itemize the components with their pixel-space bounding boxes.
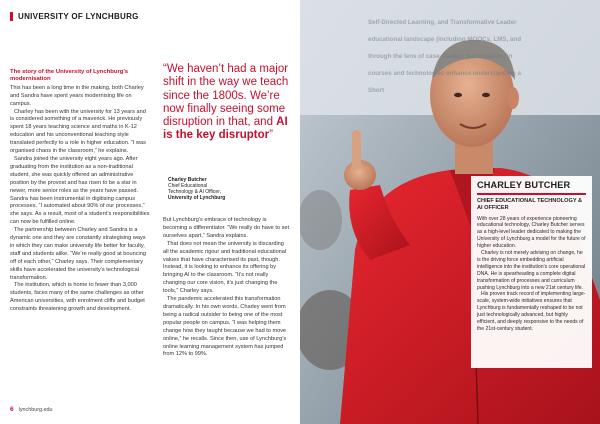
- footer-url: lynchburg.edu: [18, 406, 53, 413]
- background-slide-text: [368, 14, 600, 99]
- pull-quote-text: “We haven’t had a major shift in the way we teach since the 1800s. We’re now finally seeing some disruption in that, and: [163, 63, 289, 129]
- bio-sidebar: [471, 176, 592, 368]
- attribution-role-line-2: Technology & AI Officer,: [168, 189, 221, 195]
- article-paragraph: Sandra joined the university eight years ago. After graduating from the institution as a non-traditional student, she was quickly offered an administrative position by the provost and has risen to be a star in newer, more senior roles as the years have passed. Sandra has been instrumental in digitising campus processes. “I automated about 90% of our processes,” she says. As a result, most of a student’s responsibilities can now be fulfilled online.: [10, 155, 150, 226]
- bio-paragraph: Charley is not merely advising on change, he is the driving force embedding artificial intelligence into the institution’s core operational DNA. He is spearheading a complete digital transformation of processes and curriculum pushing Lynchburg into a new 21st century life.: [477, 250, 586, 291]
- bio-name: CHARLEY BUTCHER: [477, 180, 571, 190]
- bio-body: [477, 216, 586, 333]
- slide-line: Short: [368, 87, 385, 94]
- article-paragraph: The pandemic accelerated this transformation dramatically. In his own words, Charley went from being a radical outsider to being one of the most popular people on campus. “I was helping them change how they taught because we had to move online,” he recalls. Since then, use of Lynchburg’s online learning management system has jumped from 12% to 99%.: [163, 296, 287, 358]
- section-heading: The story of the University of Lynchburg’s modernisation: [10, 69, 129, 83]
- article-column-1: [10, 69, 150, 314]
- bio-paragraph: With over 28 years of experience pioneering educational technology, Charley Butcher serves as a high-level leader dedicated to making the University of Lynchburg a model for the future of higher education.: [477, 215, 586, 250]
- article-paragraph: But Lynchburg’s embrace of technology is becoming a differentiator. “We really do have to set ourselves apart,” Sandra explains.: [163, 217, 290, 239]
- article-paragraph: That does not mean the university is discarding all the academic rigour and traditional educational values that have characterised its past, though. Instead, it is looking to enhance its offering by bringing AI to the classroom. “It’s not really changing our core vision, it’s just changing the tools,” Charley says.: [163, 240, 287, 295]
- page-number: 6: [10, 406, 14, 413]
- article-paragraph: Charley has been with the university for 13 years and is considered something of a maverick. He previously spent 18 years teaching science and maths in K-12 education and his unconventional teaching style translated perfectly to a role in higher education. “I was organised chaos in the classroom,” he explains.: [10, 108, 146, 155]
- slide-line: educational landscape (including MOOCs, LMS, and: [368, 36, 521, 43]
- article-column-2: [163, 217, 291, 359]
- bio-paragraph: His proven track record of implementing large-scale, system-wide initiatives ensures that Lynchburg is fundamentally reshaped to be not just technologically advanced, but highly efficient, and deeply responsive to the needs of the 21st-century student.: [477, 291, 586, 332]
- article-paragraph: The institution, which is home to fewer than 3,000 students, faces many of the same challenges as other American universities, with enrolment cliffs and budget constraints threatening growth and development.: [10, 282, 145, 313]
- slide-line: Self-Directed Learning, and Transformative Leader: [368, 19, 517, 26]
- page-header: [10, 12, 139, 21]
- attribution-role-line-1: Chief Educational: [168, 183, 208, 189]
- bio-title: CHIEF EDUCATIONAL TECHNOLOGY & AI OFFICER: [477, 197, 583, 211]
- attribution-org: University of Lynchburg: [168, 195, 226, 201]
- attribution-name: Charley Butcher: [168, 177, 207, 183]
- slide-line: courses and technologies enhance understanding a: [368, 70, 522, 77]
- publication-title: UNIVERSITY OF LYNCHBURG: [18, 12, 139, 21]
- header-accent-bar: [10, 12, 13, 21]
- article-paragraph: The partnership between Charley and Sandra is a dynamic one and they are constantly strategising ways in which they can make university life better for faculty, staff and students alike. “We’re really good at bouncing off of each other,” Charley says. Their complementary skills have accelerated the university’s technological transformation.: [10, 227, 146, 281]
- slide-line: through the lens of case studies, participation, in: [368, 53, 513, 60]
- page-footer: [10, 406, 53, 413]
- pull-quote-emphasis: AI is the key disruptor: [163, 116, 288, 142]
- pull-quote: [163, 63, 297, 143]
- quote-attribution: [168, 177, 278, 201]
- pull-quote-close: ”: [269, 129, 273, 142]
- bio-divider: [477, 193, 586, 195]
- article-paragraph: This has been a long time in the making, both Charley and Sandra have spent years modernising life on campus.: [10, 84, 144, 107]
